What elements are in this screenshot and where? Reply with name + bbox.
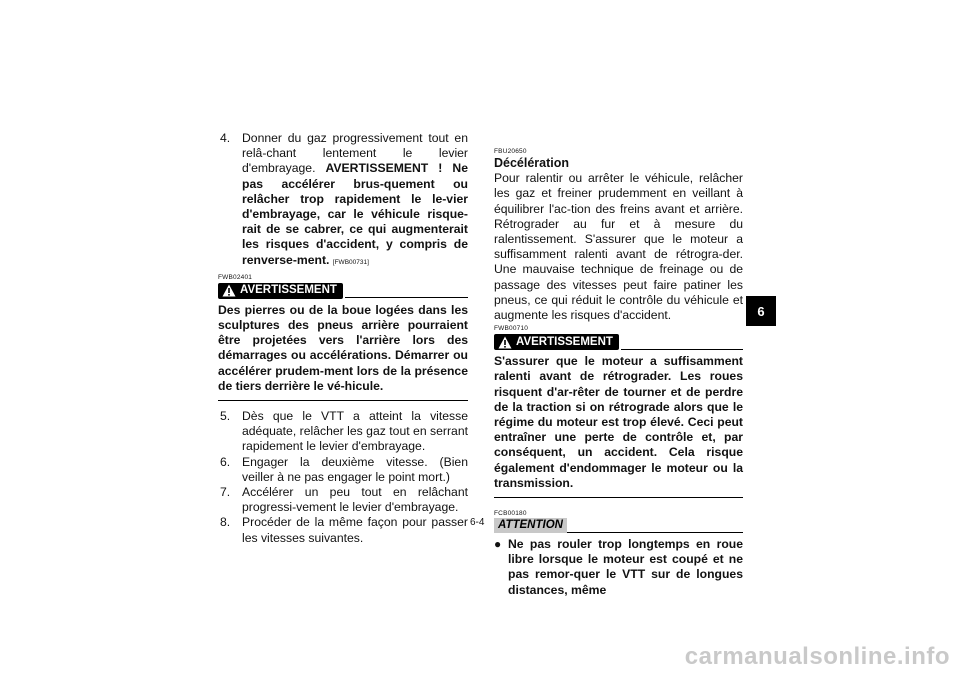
warning-text: S'assurer que le moteur a suffisamment ralenti avant de rétrograder. Les roues risquent d'ar-rêter de tourner et de perdre de la traction si on rétrograde alors que le régime du moteur est trop élevé. Ceci peut entraîner une perte de contrôle et, par conséquent, un accident. Cela risque également d'endommager le moteur ou la transmission. (494, 354, 743, 490)
attention-text: Ne pas rouler trop longtemps en roue libre lorsque le moteur est coupé et ne pas remor-quer le VTT sur de longues distances, même (508, 537, 743, 597)
step-number: 6. (220, 454, 231, 469)
step-8 (218, 515, 468, 545)
right-column (494, 148, 743, 598)
section-heading: Décélération (494, 156, 570, 170)
chapter-tab: 6 (746, 296, 776, 326)
step-4 (218, 131, 468, 270)
warning-badge (494, 334, 619, 350)
step-text: Donner du gaz progressivement tout en relâ-chant lentement le levier d'embrayage. (242, 131, 468, 176)
warning-label: AVERTISSEMENT (240, 284, 337, 297)
warning-rule (345, 297, 468, 298)
steps-list (218, 409, 468, 546)
step-number: 5. (220, 409, 231, 424)
warning-ref: [FWB00731] (332, 258, 369, 266)
warning-code: FWB02401 (218, 273, 253, 281)
inline-warning: AVERTISSEMENT ! Ne pas accélérer brus-quement ou relâcher trop rapidement le le-vier d'embrayage, car le véhicule risque-rait de se cabrer, ce qui augmenterait les risques d'accident, y compris de renverse-ment. (242, 161, 468, 267)
step-body (242, 131, 468, 270)
warning-end-rule (494, 497, 743, 498)
step-number: 7. (220, 485, 231, 500)
warning-badge (218, 283, 343, 299)
warning-label: AVERTISSEMENT (516, 335, 613, 348)
warning-header (494, 334, 743, 350)
attention-rule (567, 532, 743, 533)
section-code: FBU20650 (494, 148, 527, 155)
attention-code: FCB00180 (494, 510, 527, 518)
page-number: 6-4 (470, 517, 485, 528)
attention-badge: ATTENTION (494, 518, 567, 533)
step-number: 8. (220, 515, 231, 530)
warning-text: Des pierres ou de la boue logées dans les sculptures des pneus arrière pourraient être projetées vers l'arrière lors des démarrages ou accélérations. Démarrer ou accélérer prudem-ment lors de la présence de tiers derrière le vé-hicule. (218, 302, 468, 393)
step-text: Dès que le VTT a atteint la vitesse adéquate, relâcher les gaz tout en serrant rapidement le levier d'embrayage. (242, 409, 468, 454)
bullet-icon: ● (494, 537, 502, 552)
left-column (218, 131, 468, 546)
step-text: Accélérer un peu tout en relâchant progressi-vement le levier d'embrayage. (242, 485, 468, 515)
warning-triangle-icon (498, 336, 512, 349)
warning-end-rule (218, 400, 468, 401)
warning-triangle-icon (222, 284, 236, 297)
warning-code: FWB00710 (494, 325, 529, 333)
warning-rule (621, 349, 743, 350)
step-text: Procéder de la même façon pour passer les vitesses suivantes. (242, 515, 468, 545)
watermark: carmanualsonline.info (684, 643, 950, 670)
attention-bullet (494, 537, 743, 598)
attention-header (494, 518, 743, 533)
section-paragraph: Pour ralentir ou arrêter le véhicule, relâcher les gaz et freiner prudemment en veillant à équilibrer l'ac-tion des freins avant et arrière. Rétrograder au fur et à mesure du ralentissement. S'assurer que le moteur a suffisamment ralenti avant de rétrogra-der. Une mauvaise technique de freinage ou de passage des vitesses peut faire patiner les pneus, ce qui réduit le contrôle du véhicule et augmente les risques d'accident. (494, 171, 743, 323)
step-5 (218, 409, 468, 455)
step-text: Engager la deuxième vitesse. (Bien veiller à ne pas engager le point mort.) (242, 454, 468, 484)
step-7 (218, 485, 468, 515)
step-number: 4. (220, 131, 231, 145)
step-6 (218, 455, 468, 485)
warning-header (218, 283, 468, 299)
